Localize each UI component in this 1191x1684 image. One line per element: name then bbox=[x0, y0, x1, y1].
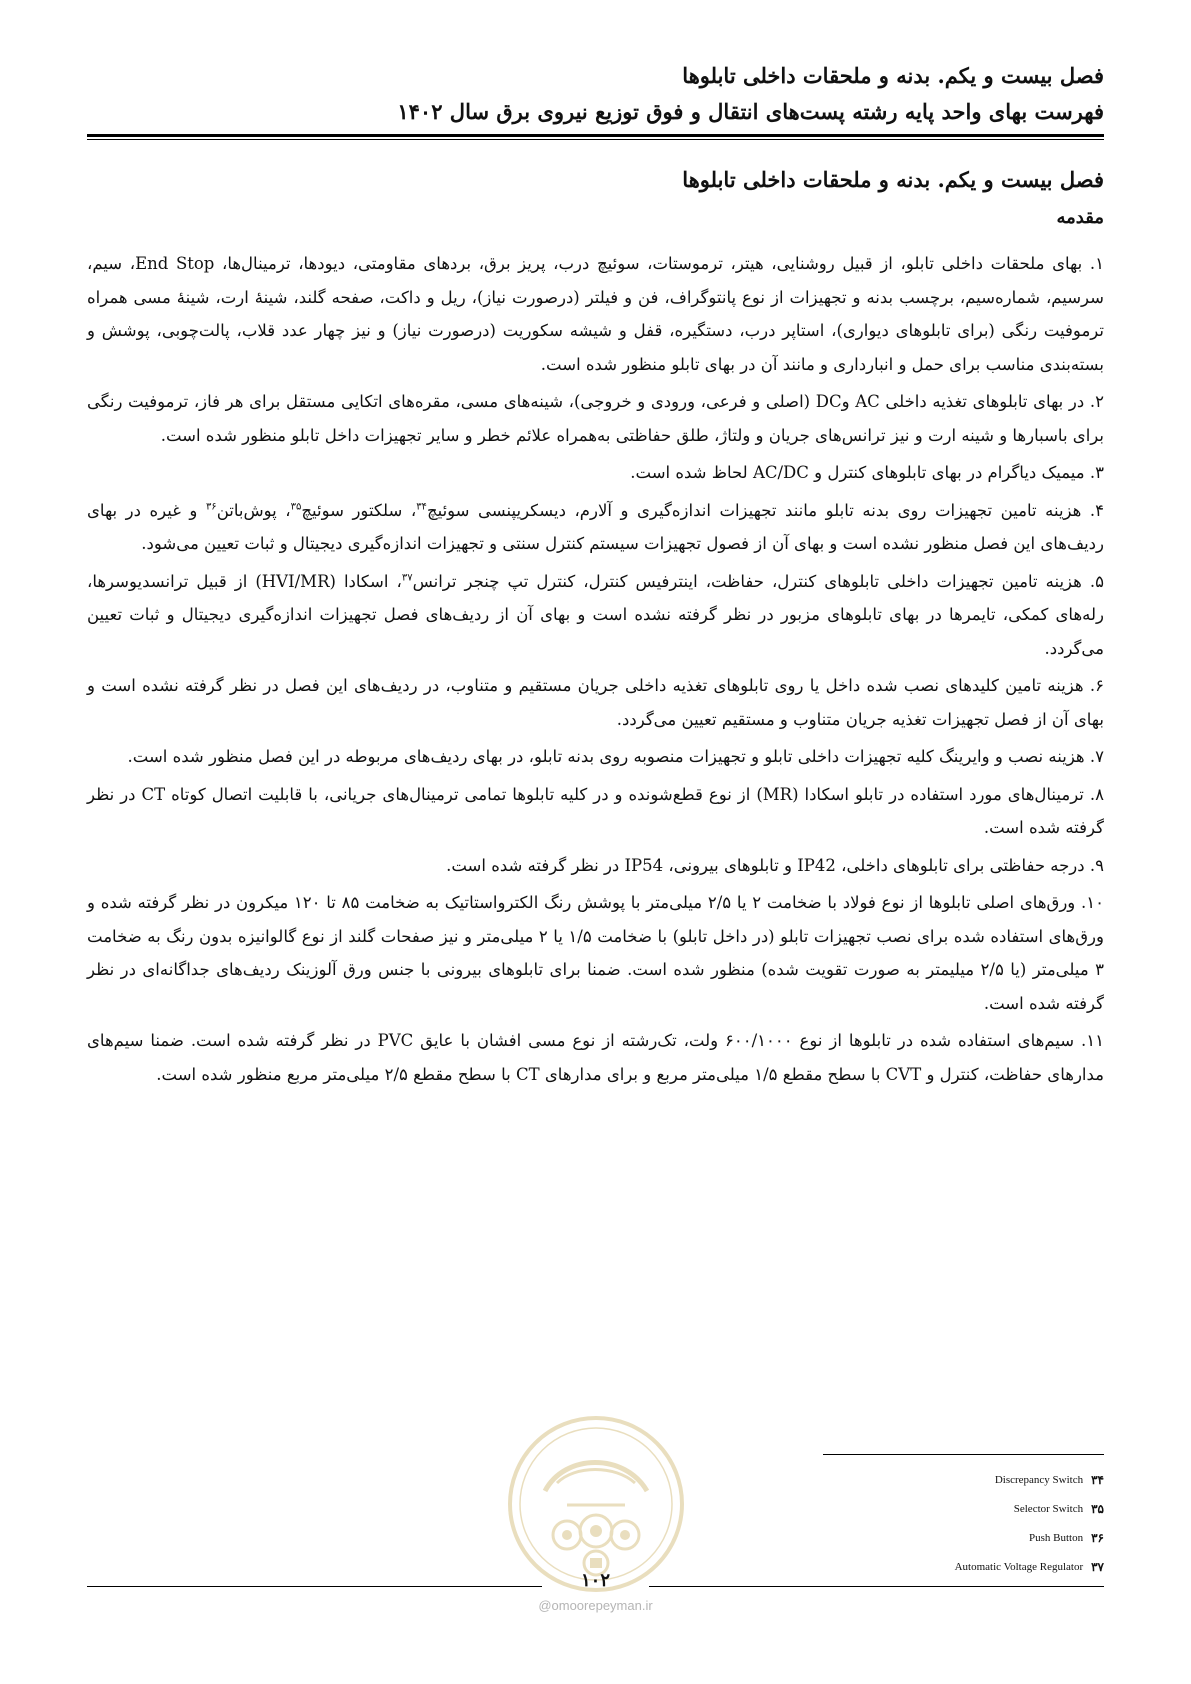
running-header-title: فهرست بهای واحد پایه رشته پست‌های انتقال و فوق توزیع نیروی برق سال ۱۴۰۲ bbox=[397, 99, 1104, 124]
footnote-ref-34[interactable]: ۳۴ bbox=[416, 501, 427, 512]
paragraph-10: ۱۰. ورق‌های اصلی تابلوها از نوع فولاد با ضخامت ۲ یا ۲/۵ میلی‌متر با پوشش رنگ الکترواستاتیک به ضخامت ۸۵ تا ۱۲۰ میکرون در نظر گرفته شده و ورق‌های استفاده شده برای نصب تجهیزات تابلو (در داخل تابلو) با ضخامت ۱/۵ یا ۲ میلی‌متر و نیز صفحات گلند از نوع گالوانیزه بدون رنگ به ضخامت ۳ میلی‌متر (یا ۲/۵ میلیمتر به صورت تقویت شده) منظور شده است. ضمنا برای تابلوهای بیرونی با جنس ورق آلوزینک ردیف‌های جداگانه‌ای در نظر گرفته شده است. bbox=[87, 893, 1105, 1013]
paragraph-11: ۱۱. سیم‌های استفاده شده در تابلوها از نوع ۶۰۰/۱۰۰۰ ولت، تک‌رشته از نوع مسی افشان با عایق PVC در نظر گرفته شده است. ضمنا سیم‌های مدارهای حفاظت، کنترل و CVT با سطح مقطع ۱/۵ میلی‌متر مربع و برای مدارهای CT با سطح مقطع ۲/۵ میلی‌متر مربع منظور شده است. bbox=[87, 1031, 1104, 1084]
footnote-text: Selector Switch bbox=[1013, 1503, 1084, 1515]
footnote-ref-35[interactable]: ۳۵ bbox=[290, 501, 302, 512]
footnote-ref-37[interactable]: ۳۷ bbox=[401, 572, 413, 583]
footnote-text: Automatic Voltage Regulator bbox=[954, 1561, 1084, 1573]
footer-website: @omoorepeyman.ir bbox=[538, 1598, 653, 1613]
footnote-text: Discrepancy Switch bbox=[994, 1474, 1084, 1486]
paragraph-4-text-a: ۴. هزینه تامین تجهیزات روی بدنه تابلو مانند تجهیزات اندازه‌گیری و آلارم، دیسکریپنسی سوئیچ bbox=[426, 500, 1105, 520]
section-heading: مقدمه bbox=[1056, 207, 1104, 228]
footnote-35 bbox=[744, 1495, 1104, 1524]
footnote-number: ۳۶ bbox=[1091, 1531, 1104, 1545]
paragraph-5 bbox=[87, 565, 1104, 666]
chapter-title: فصل بیست و یکم. بدنه و ملحقات داخلی تابلوها bbox=[682, 167, 1104, 192]
paragraph-2: ۲. در بهای تابلوهای تغذیه داخلی AC وDC (اصلی و فرعی، ورودی و خروجی)، شینه‌های مسی، مقره‌های اتکایی مستقل برای هر فاز، ترموفیت رنگی برای باسبارها و شینه ارت و نیز ترانس‌های جریان و ولتاژ، طلق حفاظتی به‌همراه علائم خطر و سایر تجهیزات داخل تابلو منظور شده است. bbox=[87, 392, 1104, 445]
paragraph-5-text-b: ، اسکادا (HVI/MR) از قبیل ترانسدیوسرها، رله‌های کمکی، تایمرها در بهای تابلوهای مزبور در نظر گرفته نشده است و بهای آن از ردیف‌های فصل تجهیزات اندازه‌گیری دیجیتال و ثبات تعیین می‌گردد. bbox=[87, 571, 1104, 658]
paragraph-5-text-a: ۵. هزینه تامین تجهیزات داخلی تابلوهای کنترل، حفاظت، اینترفیس کنترل، کنترل تپ چنجر ترانس bbox=[412, 571, 1105, 591]
footnote-text: Push Button bbox=[1029, 1532, 1084, 1544]
paragraph-9: ۹. درجه حفاظتی برای تابلوهای داخلی، IP42 و تابلوهای بیرونی، IP54 در نظر گرفته شده است. bbox=[446, 855, 1104, 875]
footnote-number: ۳۷ bbox=[1091, 1560, 1104, 1574]
paragraph-4 bbox=[87, 494, 1104, 561]
footnote-number: ۳۴ bbox=[1091, 1473, 1104, 1487]
paragraph-7: ۷. هزینه نصب و وایرینگ کلیه تجهیزات داخلی تابلو و تجهیزات منصوبه روی بدنه تابلو، در بهای ردیف‌های مربوطه در این فصل منظور شده است. bbox=[127, 747, 1104, 766]
paragraph-4-text-c: ، پوش‌باتن bbox=[216, 500, 291, 520]
paragraph-3: ۳. میمیک دیاگرام در بهای تابلوهای کنترل و AC/DC لحاظ شده است. bbox=[630, 463, 1104, 482]
footer-rule-right bbox=[649, 1586, 1104, 1587]
footer-rule-left bbox=[87, 1586, 542, 1587]
paragraph-4-text-b: ، سلکتور سوئیچ bbox=[301, 500, 417, 520]
footnote-number: ۳۵ bbox=[1091, 1502, 1104, 1516]
header-rule-thin bbox=[87, 139, 1104, 140]
paragraph-4-text-d: و غیره در بهای ردیف‌های این فصل منظور نشده است و بهای آن از فصول تجهیزات سیستم کنترل سنتی و تجهیزات اندازه‌گیری دیجیتال و ثبات تعیین می‌شود. bbox=[87, 500, 1104, 553]
paragraph-8: ۸. ترمینال‌های مورد استفاده در تابلو اسکادا (MR) از نوع قطع‌شونده و در کلیه تابلوها تمامی ترمینال‌های جریانی، با قابلیت اتصال کوتاه CT در نظر گرفته شده است. bbox=[87, 784, 1104, 837]
header-rule-thick bbox=[87, 134, 1104, 137]
paragraph-6: ۶. هزینه تامین کلیدهای نصب شده داخل یا روی تابلوهای تغذیه داخلی جریان مستقیم و متناوب، در ردیف‌های این فصل در نظر گرفته نشده است و بهای آن از فصل تجهیزات تغذیه جریان متناوب و مستقیم تعیین می‌گردد. bbox=[87, 676, 1104, 729]
running-header-chapter: فصل بیست و یکم. بدنه و ملحقات داخلی تابلوها bbox=[682, 63, 1104, 88]
paragraph-1: ۱. بهای ملحقات داخلی تابلو، از قبیل روشنایی، هیتر، ترموستات، سوئیچ درب، پریز برق، بردهای مقاومتی، دیودها، ترمینال‌ها، End Stop، سیم، سرسیم، شماره‌سیم، برچسب بدنه و تجهیزات از نوع پانتوگراف، فن و فیلتر (درصورت نیاز)، ریل و داکت، صفحه گلند، شینهٔ ارت، شینهٔ مسی همراه ترموفیت رنگی (برای تابلوهای دیواری)، استاپر درب، دستگیره، قفل و شیشه سکوریت (درصورت نیاز) و نیز چهار عدد قلاب، پالت‌چوبی، پوشش و بسته‌بندی مناسب برای حمل و انبارداری و مانند آن در بهای تابلو منظور شده است. bbox=[87, 254, 1104, 374]
page-number: ۱۰۲ bbox=[580, 1570, 610, 1591]
footnote-34 bbox=[744, 1466, 1104, 1495]
footnote-ref-36[interactable]: ۳۶ bbox=[205, 501, 217, 512]
footnotes bbox=[744, 1466, 1104, 1582]
footnote-36 bbox=[744, 1524, 1104, 1553]
footnote-separator bbox=[823, 1454, 1104, 1455]
body-text bbox=[87, 247, 1104, 1095]
